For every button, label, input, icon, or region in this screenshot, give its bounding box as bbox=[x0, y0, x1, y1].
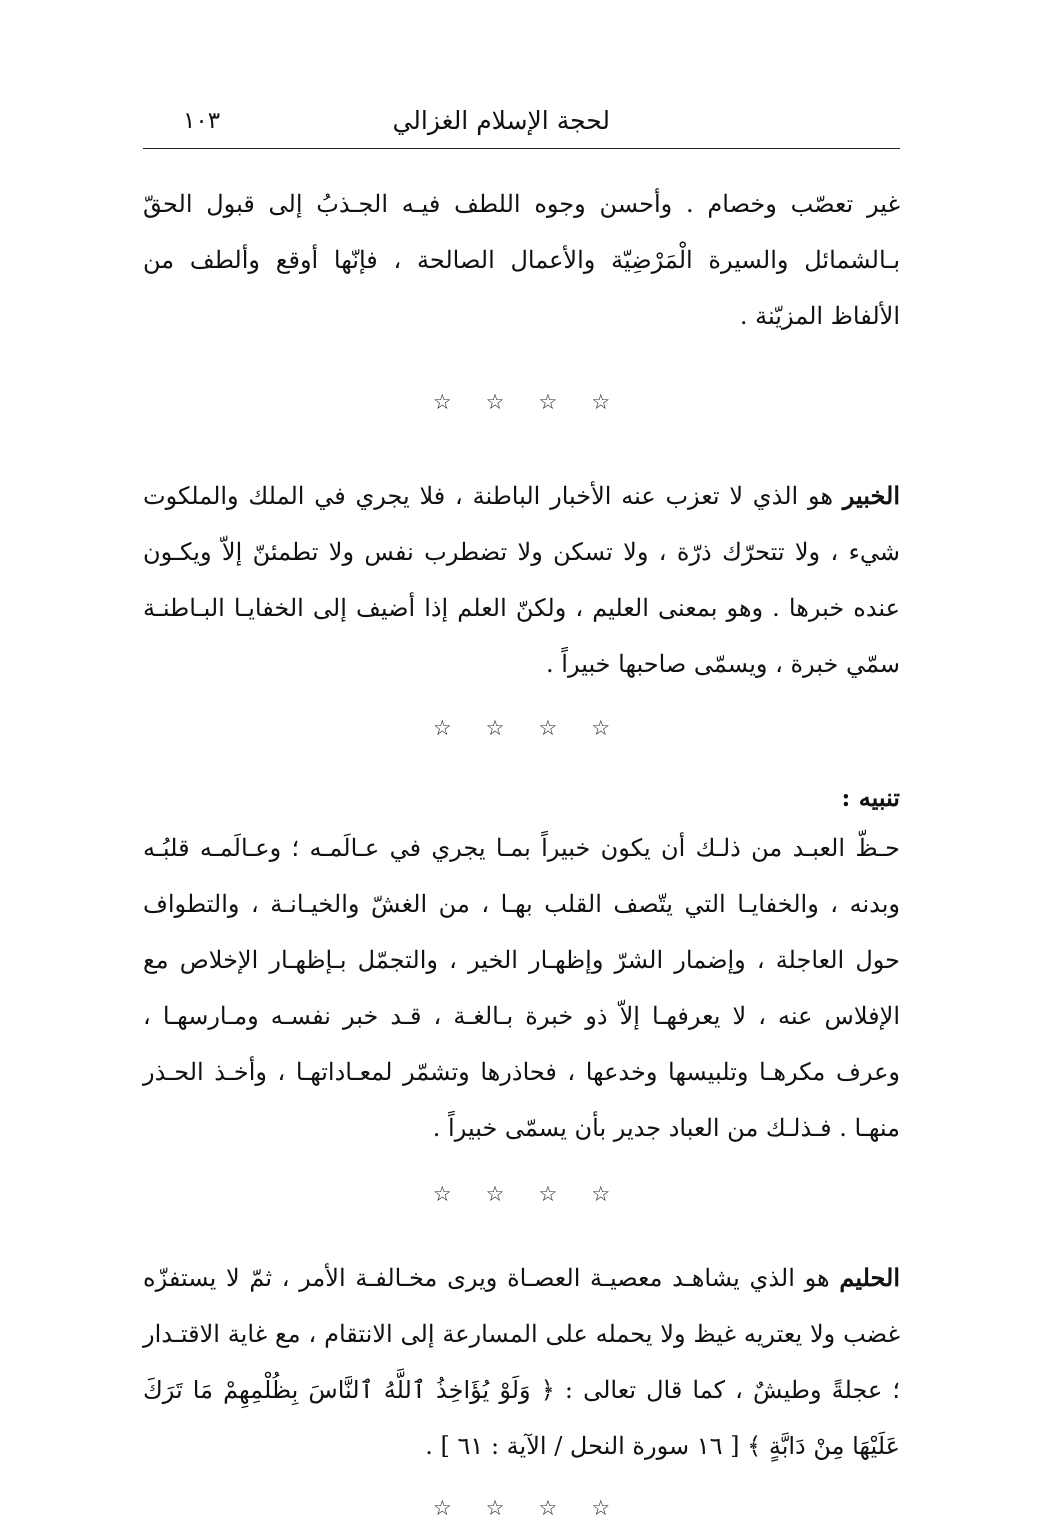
star-icon: ☆ bbox=[538, 390, 558, 414]
khabir-text: هو الذي لا تعزب عنه الأخبار الباطنة ، فلا يجري في الملك والملكوت شيء ، ولا تتحرّك ذرّة ، ولا تسكن ولا تضطرب نفس ولا تطمئنّ إلاّ ويكـون عنده خبرها . وهو بمعنى العليم ، ولكنّ العلم إذا أضيف إلى الخفايـا البـاطنـة سمّي خبرة ، ويسمّى صاحبها خبيراً . bbox=[143, 482, 900, 678]
page-body bbox=[143, 176, 900, 1520]
star-icon: ☆ bbox=[432, 1182, 452, 1206]
star-icon: ☆ bbox=[591, 1182, 611, 1206]
star-icon: ☆ bbox=[485, 1182, 505, 1206]
quran-verse: ﴿ وَلَوْ يُؤَاخِذُ ٱللَّهُ ٱلنَّاسَ بِظُلْمِهِمْ مَا تَرَكَ عَلَيْهَا مِنْ دَابَّةٍ ﴾ bbox=[143, 1376, 900, 1460]
star-icon: ☆ bbox=[485, 716, 505, 740]
star-icon: ☆ bbox=[591, 390, 611, 414]
page-header bbox=[143, 96, 900, 149]
star-icon: ☆ bbox=[591, 716, 611, 740]
star-icon: ☆ bbox=[485, 1496, 505, 1520]
tanbih-heading: تنبيه : bbox=[841, 783, 900, 812]
star-separator bbox=[143, 716, 900, 740]
star-separator bbox=[143, 390, 900, 414]
halim-term: الحليم bbox=[839, 1263, 900, 1292]
star-icon: ☆ bbox=[591, 1496, 611, 1520]
star-icon: ☆ bbox=[538, 1182, 558, 1206]
star-separator bbox=[143, 1496, 900, 1520]
khabir-term: الخبير bbox=[842, 481, 900, 510]
star-icon: ☆ bbox=[538, 1496, 558, 1520]
star-icon: ☆ bbox=[485, 390, 505, 414]
intro-paragraph: غير تعصّب وخصام . وأحسن وجوه اللطف فيـه الجـذبُ إلى قبول الحقّ بـالشمائل والسيرة الْمَرْضِيّة والأعمال الصالحة ، فإنّها أوقع وألطف من الألفاظ المزيّنة . bbox=[143, 190, 900, 330]
verse-citation: [ ١٦ سورة النحل / الآية : ٦١ ] . bbox=[425, 1432, 748, 1460]
running-title: لحجة الإسلام الغزالي bbox=[392, 106, 610, 135]
tanbih-paragraph: حـظّ العبـد من ذلـك أن يكون خبيراً بمـا يجري في عـالَمـه ؛ وعـالَمـه قلبُـه وبدنه ، والخفايـا التي يتّصف القلب بهـا ، من الغشّ والخيـانـة ، والتطواف حول العاجلة ، وإضمار الشرّ وإظهـار الخير ، والتجمّل بـإظهـار الإخلاص مع الإفلاس عنه ، لا يعرفهـا إلاّ ذو خبرة بـالغـة ، قـد خبر نفسـه ومـارسهـا ، وعرف مكرهـا وتلبيسها وخدعها ، فحاذرها وتشمّر لمعـاداتهـا ، وأخـذ الحـذر منهـا . فـذلـك من العباد جدير بأن يسمّى خبيراً . bbox=[143, 834, 900, 1142]
halim-paragraph bbox=[143, 1250, 900, 1474]
star-separator bbox=[143, 1182, 900, 1206]
star-icon: ☆ bbox=[432, 1496, 452, 1520]
page-number: ١٠٣ bbox=[183, 108, 221, 134]
halim-text: هو الذي يشاهـد معصيـة العصـاة ويرى مخـالفـة الأمر ، ثمّ لا يستفزّه غضب ولا يعتريه غيظ ولا يحمله على المسارعة إلى الانتقام ، مع غاية الاقتـدار ؛ عجلةً وطيشٌ ، كما قال تعالى : bbox=[143, 1264, 901, 1404]
star-icon: ☆ bbox=[538, 716, 558, 740]
star-icon: ☆ bbox=[432, 390, 452, 414]
star-icon: ☆ bbox=[432, 716, 452, 740]
khabir-paragraph bbox=[143, 468, 900, 692]
